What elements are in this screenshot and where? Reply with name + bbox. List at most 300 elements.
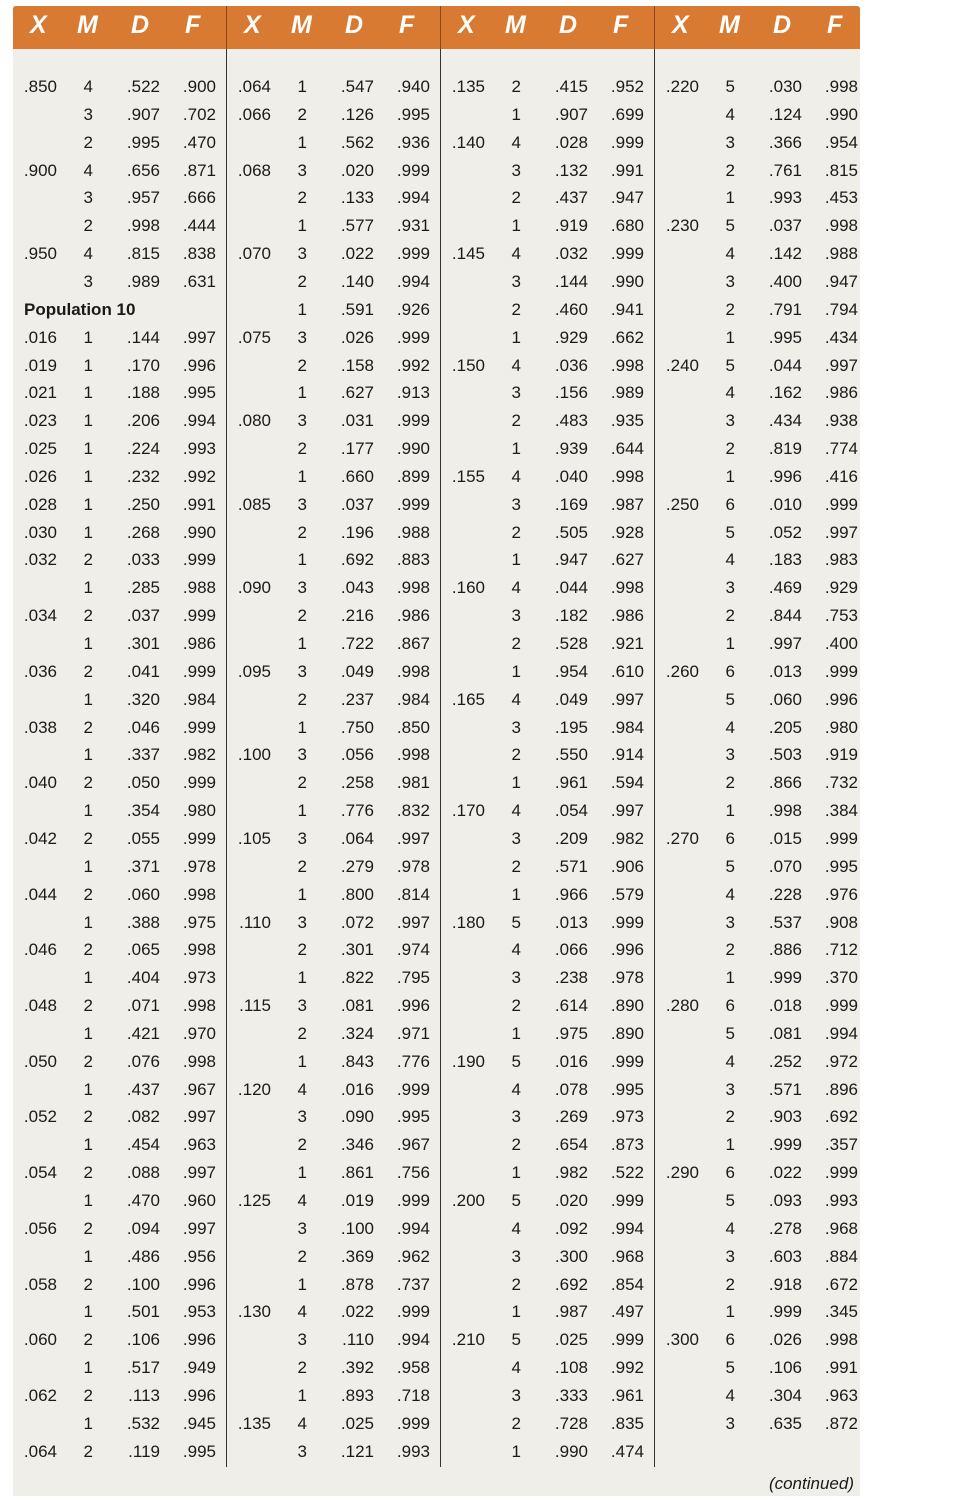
cell-d: .815 [126,244,160,264]
cell-f: .999 [610,244,644,264]
cell-d: .366 [768,132,802,152]
cell-f: .997 [610,801,644,821]
cell-d: .090 [340,1107,374,1127]
cell-x: .145 [451,244,485,264]
cell-d: .995 [768,327,802,347]
cell-f: .470 [182,132,216,152]
cell-f: .990 [396,439,430,459]
cell-m: 1 [297,216,307,236]
cell-m: 1 [511,216,521,236]
cell-d: .903 [768,1107,802,1127]
cell-f: .973 [610,1107,644,1127]
cell-f: .997 [182,1163,216,1183]
cell-d: .016 [554,1051,588,1071]
cell-d: .939 [554,439,588,459]
cell-x: .180 [451,912,485,932]
cell-d: .301 [340,940,374,960]
cell-f: .956 [182,1246,216,1266]
cell-f: .990 [182,522,216,542]
cell-f: .838 [182,244,216,264]
cell-f: .644 [610,439,644,459]
cell-m: 5 [511,1191,521,1210]
cell-m: 4 [725,884,735,904]
cell-m: 3 [297,912,307,932]
cell-m: 2 [83,773,93,793]
cell-m: 1 [511,773,521,793]
cell-d: .031 [340,411,374,431]
cell-f: .997 [396,912,430,932]
cell-f: .890 [610,1023,644,1043]
cell-m: 1 [725,968,735,988]
cell-m: 2 [297,1358,307,1378]
cell-m: 3 [511,717,521,737]
cell-m: 2 [83,1163,93,1183]
cell-x: .230 [665,216,699,236]
cell-f: .996 [182,1385,216,1405]
cell-f: .999 [824,661,858,681]
cell-x: .090 [237,578,271,598]
cell-m: 3 [297,244,307,264]
cell-m: 2 [297,689,307,709]
cell-m: 2 [83,996,93,1016]
cell-d: .571 [768,1079,802,1099]
cell-x: .019 [23,355,57,375]
cell-d: .929 [554,327,588,347]
cell-f: .998 [182,940,216,960]
cell-f: .774 [824,439,858,459]
cell-f: .753 [824,606,858,626]
header-m-3: M [505,11,526,39]
header-f-3: F [613,11,629,39]
cell-f: .993 [824,1191,858,1210]
cell-m: 2 [83,1051,93,1071]
cell-f: .995 [824,856,858,876]
cell-d: .627 [340,383,374,403]
cell-x: .210 [451,1330,485,1350]
cell-x: .034 [23,606,57,626]
cell-f: .960 [182,1191,216,1210]
cell-d: .081 [768,1023,802,1043]
cell-d: .656 [126,160,160,180]
cell-f: .991 [182,494,216,514]
cell-d: .046 [126,717,160,737]
cell-d: .224 [126,439,160,459]
cell-m: 1 [297,634,307,653]
cell-x: .042 [23,828,57,848]
cell-m: 2 [83,940,93,960]
cell-d: .026 [768,1330,802,1350]
cell-x: .028 [23,494,57,514]
cell-m: 1 [83,1135,93,1155]
cell-f: .919 [824,745,858,765]
cell-m: 1 [83,968,93,988]
cell-d: .106 [768,1358,802,1378]
cell-m: 6 [725,494,735,514]
cell-m: 3 [511,1246,521,1266]
cell-m: 2 [83,884,93,904]
cell-f: .998 [824,216,858,236]
cell-m: 2 [83,132,93,152]
cell-d: .285 [126,578,160,598]
cell-m: 2 [725,773,735,793]
cell-d: .437 [554,188,588,208]
cell-d: .093 [768,1191,802,1210]
cell-m: 4 [725,717,735,737]
cell-m: 1 [511,661,521,681]
cell-m: 4 [511,940,521,960]
cell-f: .999 [824,996,858,1016]
cell-f: .999 [610,132,644,152]
cell-m: 4 [725,1385,735,1405]
cell-m: 3 [297,160,307,180]
cell-d: .722 [340,634,374,653]
cell-m: 3 [297,1441,307,1461]
header-f-4: F [827,11,843,39]
cell-m: 1 [297,801,307,821]
cell-f: .998 [610,578,644,598]
cell-m: 4 [511,132,521,152]
cell-f: .872 [824,1413,858,1433]
header-m-4: M [719,11,740,39]
cell-m: 4 [83,244,93,264]
cell-m: 2 [297,606,307,626]
cell-m: 1 [511,550,521,570]
cell-x: .130 [237,1302,271,1322]
cell-d: .550 [554,745,588,765]
cell-f: .999 [182,550,216,570]
cell-f: .357 [824,1135,858,1155]
cell-d: .907 [554,104,588,124]
cell-m: 1 [297,1385,307,1405]
cell-d: .844 [768,606,802,626]
cell-m: 2 [83,1274,93,1294]
cell-m: 1 [83,578,93,598]
cell-d: .562 [340,132,374,152]
cell-d: .054 [554,801,588,821]
cell-d: .036 [554,355,588,375]
cell-f: .999 [396,494,430,514]
cell-x: .080 [237,411,271,431]
cell-f: .497 [610,1302,644,1322]
cell-d: .060 [768,689,802,709]
cell-m: 5 [725,355,735,375]
cell-m: 2 [297,773,307,793]
cell-m: 2 [297,271,307,291]
cell-d: .013 [554,912,588,932]
cell-m: 3 [297,828,307,848]
cell-d: .692 [340,550,374,570]
cell-x: .066 [237,104,271,124]
cell-x: .260 [665,661,699,681]
cell-f: .984 [182,689,216,709]
cell-f: .737 [396,1274,430,1294]
population-label: Population 10 [24,299,136,319]
cell-f: .980 [182,801,216,821]
cell-d: .126 [340,104,374,124]
cell-m: 2 [83,216,93,236]
cell-d: .654 [554,1135,588,1155]
cell-d: .065 [126,940,160,960]
cell-x: .250 [665,494,699,514]
cell-d: .320 [126,689,160,709]
cell-d: .158 [340,355,374,375]
cell-d: .050 [126,773,160,793]
cell-f: .935 [610,411,644,431]
cell-f: .370 [824,968,858,988]
cell-f: .416 [824,466,858,486]
cell-f: .996 [396,996,430,1016]
cell-m: 2 [511,745,521,765]
cell-d: .055 [126,828,160,848]
cell-m: 2 [511,77,521,96]
cell-x: .120 [237,1079,271,1099]
cell-f: .732 [824,773,858,793]
cell-f: .988 [824,244,858,264]
cell-d: .188 [126,383,160,403]
cell-x: .025 [23,439,57,459]
cell-d: .987 [554,1302,588,1322]
cell-f: .961 [610,1385,644,1405]
cell-d: .966 [554,884,588,904]
cell-f: .978 [396,856,430,876]
cell-d: .998 [768,801,802,821]
header-m-2: M [291,11,312,39]
cell-f: .999 [182,828,216,848]
cell-m: 3 [511,828,521,848]
cell-f: .999 [824,828,858,848]
cell-d: .301 [126,634,160,653]
cell-m: 4 [83,77,93,96]
cell-m: 5 [725,856,735,876]
cell-m: 5 [725,77,735,96]
cell-m: 4 [725,244,735,264]
cell-d: .018 [768,996,802,1016]
cell-m: 2 [297,188,307,208]
cell-f: .994 [396,271,430,291]
column-divider [654,49,655,1467]
cell-m: 1 [297,466,307,486]
cell-m: 1 [297,717,307,737]
cell-f: .579 [610,884,644,904]
cell-m: 6 [725,996,735,1016]
cell-d: .140 [340,271,374,291]
cell-f: .871 [182,160,216,180]
cell-m: 1 [511,1302,521,1322]
cell-d: .033 [126,550,160,570]
cell-d: .469 [768,578,802,598]
table-sheet [13,6,860,1496]
cell-f: .776 [396,1051,430,1071]
cell-d: .022 [340,1302,374,1322]
cell-m: 5 [511,912,521,932]
cell-m: 3 [511,968,521,988]
cell-d: .049 [340,661,374,681]
cell-f: .702 [182,104,216,124]
cell-d: .013 [768,661,802,681]
cell-x: .030 [23,522,57,542]
cell-d: .228 [768,884,802,904]
cell-d: .015 [768,828,802,848]
header-x-1: X [30,11,47,39]
cell-d: .081 [340,996,374,1016]
cell-m: 2 [511,1274,521,1294]
cell-m: 3 [511,1385,521,1405]
cell-d: .415 [554,77,588,96]
cell-d: .177 [340,439,374,459]
cell-f: .981 [396,773,430,793]
cell-m: 5 [511,1330,521,1350]
cell-d: .501 [126,1302,160,1322]
cell-f: .896 [824,1079,858,1099]
header-x-4: X [672,11,689,39]
cell-d: .037 [126,606,160,626]
cell-f: .832 [396,801,430,821]
cell-m: 2 [511,188,521,208]
cell-m: 2 [725,606,735,626]
cell-d: .082 [126,1107,160,1127]
cell-f: .908 [824,912,858,932]
cell-d: .250 [126,494,160,514]
cell-m: 1 [725,801,735,821]
cell-x: .270 [665,828,699,848]
cell-d: .209 [554,828,588,848]
cell-f: .999 [396,244,430,264]
cell-m: 4 [725,383,735,403]
cell-f: .996 [824,689,858,709]
cell-f: .522 [610,1163,644,1183]
cell-f: .921 [610,634,644,653]
cell-m: 3 [297,996,307,1016]
cell-f: .999 [396,327,430,347]
cell-d: .032 [554,244,588,264]
cell-f: .936 [396,132,430,152]
cell-f: .345 [824,1302,858,1322]
cell-d: .486 [126,1246,160,1266]
cell-d: .635 [768,1413,802,1433]
cell-m: 1 [83,466,93,486]
cell-d: .144 [126,327,160,347]
cell-m: 1 [83,383,93,403]
cell-x: .100 [237,745,271,765]
cell-f: .998 [182,996,216,1016]
cell-d: .547 [340,77,374,96]
cell-d: .019 [340,1191,374,1210]
cell-m: 6 [725,1330,735,1350]
cell-f: .999 [182,773,216,793]
cell-f: .995 [396,1107,430,1127]
cell-f: .994 [182,411,216,431]
cell-d: .268 [126,522,160,542]
cell-m: 1 [83,1358,93,1378]
cell-d: .522 [126,77,160,96]
cell-m: 1 [297,968,307,988]
cell-f: .997 [824,355,858,375]
cell-x: .170 [451,801,485,821]
cell-m: 5 [725,1191,735,1210]
cell-m: 1 [83,689,93,709]
cell-m: 3 [725,132,735,152]
cell-d: .997 [768,634,802,653]
cell-f: .997 [182,327,216,347]
cell-f: .999 [824,1163,858,1183]
cell-f: .992 [610,1358,644,1378]
cell-f: .692 [824,1107,858,1127]
cell-x: .044 [23,884,57,904]
cell-x: .085 [237,494,271,514]
cell-d: .162 [768,383,802,403]
cell-m: 5 [725,522,735,542]
cell-m: 1 [83,411,93,431]
cell-f: .883 [396,550,430,570]
cell-d: .170 [126,355,160,375]
cell-f: .992 [182,466,216,486]
cell-f: .999 [610,1330,644,1350]
cell-m: 1 [725,1135,735,1155]
cell-m: 1 [725,1302,735,1322]
cell-f: .994 [396,1330,430,1350]
cell-d: .043 [340,578,374,598]
cell-d: .100 [126,1274,160,1294]
cell-d: .022 [768,1163,802,1183]
cell-f: .627 [610,550,644,570]
cell-d: .238 [554,968,588,988]
cell-m: 3 [725,745,735,765]
cell-m: 2 [83,606,93,626]
cell-f: .996 [182,1274,216,1294]
cell-f: .928 [610,522,644,542]
cell-f: .999 [396,411,430,431]
cell-f: .999 [396,1413,430,1433]
cell-f: .926 [396,299,430,319]
cell-f: .995 [182,383,216,403]
cell-m: 4 [511,1218,521,1238]
cell-d: .437 [126,1079,160,1099]
cell-d: .196 [340,522,374,542]
cell-f: .814 [396,884,430,904]
cell-m: 1 [83,327,93,347]
cell-f: .999 [182,606,216,626]
cell-f: .384 [824,801,858,821]
cell-d: .421 [126,1023,160,1043]
cell-d: .843 [340,1051,374,1071]
cell-m: 3 [511,1107,521,1127]
cell-f: .718 [396,1385,430,1405]
cell-x: .052 [23,1107,57,1127]
header-d-2: D [345,11,364,39]
cell-d: .919 [554,216,588,236]
cell-d: .337 [126,745,160,765]
cell-d: .022 [340,244,374,264]
cell-m: 2 [83,1218,93,1238]
cell-m: 1 [83,1023,93,1043]
cell-f: .949 [182,1358,216,1378]
cell-f: .997 [396,828,430,848]
cell-f: .996 [610,940,644,960]
cell-d: .947 [554,550,588,570]
cell-x: .290 [665,1163,699,1183]
cell-f: .995 [182,1441,216,1461]
cell-f: .999 [824,494,858,514]
cell-f: .999 [396,1302,430,1322]
cell-d: .020 [554,1191,588,1210]
cell-d: .258 [340,773,374,793]
cell-m: 2 [725,1274,735,1294]
cell-x: .023 [23,411,57,431]
cell-d: .064 [340,828,374,848]
cell-d: .044 [768,355,802,375]
cell-x: .135 [451,77,485,96]
cell-m: 1 [83,745,93,765]
